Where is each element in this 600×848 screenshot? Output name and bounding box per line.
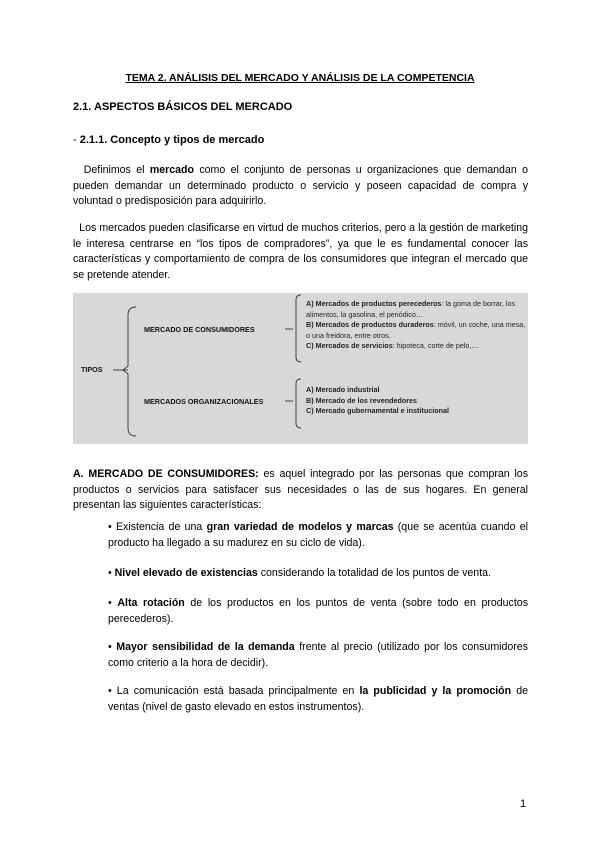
bullet-bold: gran variedad de modelos y marcas xyxy=(206,521,394,533)
classification-paragraph xyxy=(73,221,528,283)
bullet-item xyxy=(108,596,528,627)
bullet-after: frente al precio (utilizado por los consumidores como criterio a la hora de decidir). xyxy=(108,641,528,669)
main-bracket xyxy=(123,307,136,436)
diagram-root-label: TIPOS xyxy=(81,365,103,374)
bullet-bold: Mayor sensibilidad de la demanda xyxy=(116,641,295,653)
bullet-before: • Existencia de una xyxy=(108,521,207,533)
item-bold: B) Mercados de productos duraderos xyxy=(306,320,434,330)
bullet-before: • xyxy=(108,641,117,653)
section-heading: 2.1. ASPECTOS BÁSICOS DEL MERCADO xyxy=(73,101,293,113)
list-item: B) Mercado de los revendedores xyxy=(306,395,418,405)
subsection-heading xyxy=(73,134,264,146)
list-item xyxy=(306,320,531,341)
bullet-item xyxy=(108,566,528,582)
org-bracket xyxy=(296,379,301,428)
subsection-prefix: - xyxy=(73,134,80,146)
consumer-market-label: MERCADO DE CONSUMIDORES xyxy=(144,325,255,334)
p1-bold: mercado xyxy=(149,164,194,176)
list-item xyxy=(306,299,531,320)
list-item: C) Mercado gubernamental e institucional xyxy=(306,406,449,416)
bullet-item xyxy=(108,684,528,715)
bullet-before: • xyxy=(108,567,115,579)
list-item: A) Mercado industrial xyxy=(306,385,380,394)
bullet-before: • xyxy=(108,597,118,609)
item-bold: A) Mercados de productos perecederos xyxy=(306,299,442,308)
p1-before: Definimos el xyxy=(83,164,150,176)
bullet-before: • La comunicación está basada principalmente en xyxy=(108,685,360,697)
bullet-bold: Nivel elevado de existencias xyxy=(114,567,258,579)
p3-rest: es aquel integrado por las personas que compran los productos o servicios para satisfacer sus necesidades o las de sus hogares. En general presentan las siguientes características: xyxy=(73,468,528,512)
bullet-after: considerando la totalidad de los puntos de venta. xyxy=(257,567,491,579)
org-market-label: MERCADOS ORGANIZACIONALES xyxy=(144,397,264,406)
bullet-bold: Alta rotación xyxy=(117,597,185,609)
page-number: 1 xyxy=(520,798,527,810)
p2-text: Los mercados pueden clasificarse en virtud de muchos criterios, pero a la gestión de marketing le interesa centrarse en “los tipos de compradores”, ya que le es fundamental conocer las características y comportamiento de compra de los consumidores que integran el mercado que se pretende atender. xyxy=(73,222,529,281)
bullet-after: de los productos en los puntos de venta (sobre todo en productos perecederos). xyxy=(108,597,528,625)
item-rest: : móvil, un coche, una mesa, o una freidora, entre otros. xyxy=(306,320,526,340)
subsection-label: 2.1.1. Concepto y tipos de mercado xyxy=(79,134,265,146)
bullet-item xyxy=(108,520,528,551)
bullet-bold: la publicidad y la promoción xyxy=(359,685,512,697)
consumer-market-paragraph xyxy=(73,467,528,514)
document-title: TEMA 2. ANÁLISIS DEL MERCADO Y ANÁLISIS DE LA COMPETENCIA xyxy=(125,72,475,84)
p1-after: como el conjunto de personas u organizaciones que demandan o pueden demandar un determinado producto o servicio y poseen capacidad de compra y voluntad o predisposición para adquirirlo. xyxy=(73,164,528,208)
item-bold: C) Mercados de servicios xyxy=(306,341,393,351)
market-types-diagram xyxy=(73,293,528,444)
consumer-market-list xyxy=(306,299,531,352)
bullet-after: (que se acentúa cuando el producto ha llegado a su madurez en su ciclo de vida). xyxy=(108,521,528,549)
p3-bold: A. MERCADO DE CONSUMIDORES: xyxy=(73,468,259,480)
bullet-item xyxy=(108,640,528,671)
definition-paragraph xyxy=(73,163,528,210)
item-rest: : hipoteca, corte de pelo,… xyxy=(392,341,479,351)
bullet-after: de ventas (nivel de gasto elevado en estos instrumentos). xyxy=(108,685,528,713)
org-market-list xyxy=(306,385,531,417)
list-item xyxy=(306,341,531,352)
item-rest: : la goma de borrar, los alimentos, la gasolina, el periódico… xyxy=(306,299,515,319)
consumer-bracket xyxy=(296,295,301,362)
